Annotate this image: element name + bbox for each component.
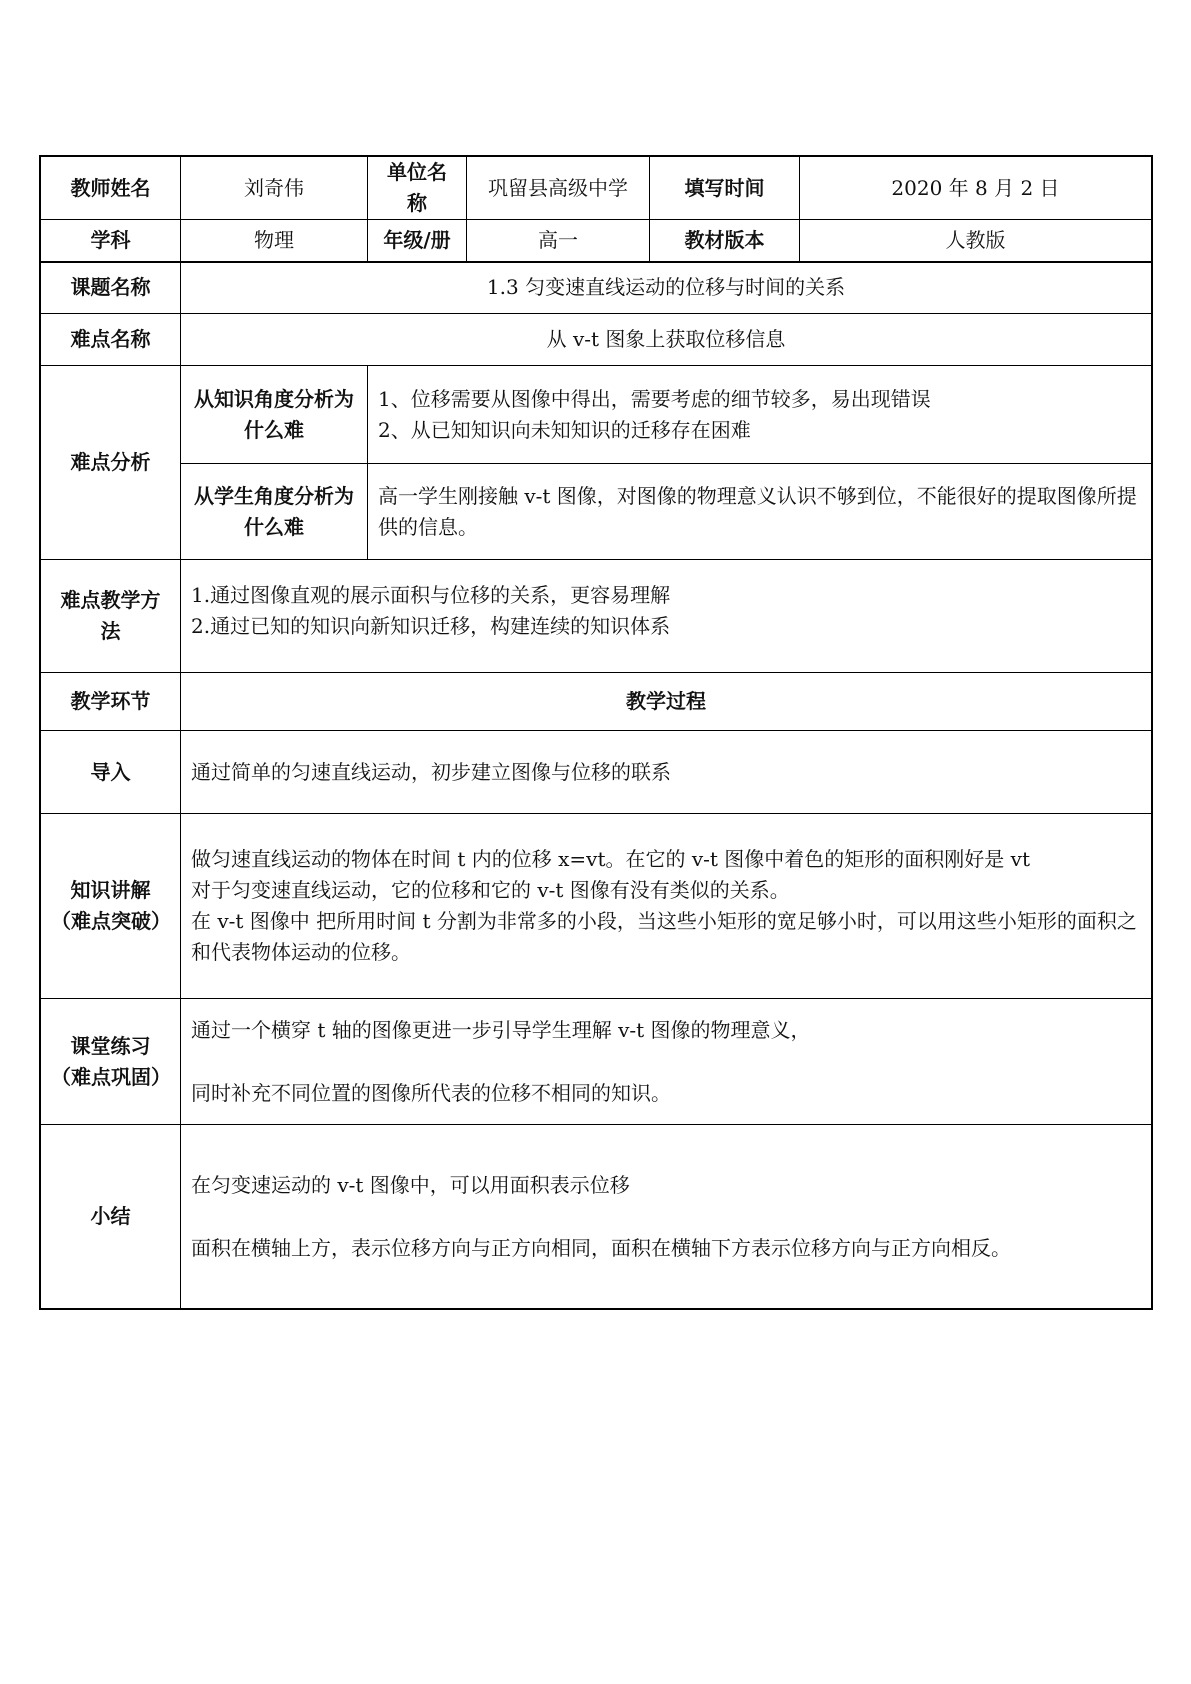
knowledge-angle-label-line-2: 什么难: [244, 417, 304, 442]
intro-row: [41, 731, 1152, 814]
summary-text: [181, 1125, 1152, 1309]
analysis-label: 难点分析: [41, 366, 181, 560]
method-text: [181, 560, 1152, 673]
method-label: 难点教学方法: [41, 560, 181, 673]
edition-label: 教材版本: [650, 220, 800, 262]
grade-value: 高一: [467, 220, 650, 262]
explain-label-line-2: （难点突破）: [51, 909, 171, 933]
practice-label-line-2: （难点巩固）: [51, 1064, 171, 1089]
difficulty-value: 从 v-t 图象上获取位移信息: [181, 314, 1152, 366]
method-row: [41, 560, 1152, 673]
practice-line-2: 同时补充不同位置的图像所代表的位移不相同的知识。: [191, 1081, 671, 1105]
lesson-design-form: [40, 156, 1152, 1309]
explain-line-2: 对于匀变速直线运动，它的位移和它的 v-t 图像有没有类似的关系。: [191, 878, 790, 902]
student-angle-label-line-1: 从学生角度分析为: [194, 483, 354, 508]
header-row-2: [41, 220, 1152, 262]
difficulty-row: [41, 314, 1152, 366]
knowledge-angle-text: [368, 366, 1152, 464]
student-angle-label-line-2: 什么难: [244, 514, 304, 539]
knowledge-angle-label-line-1: 从知识角度分析为: [194, 386, 354, 411]
subject-value: 物理: [181, 220, 368, 262]
teacher-name-value: 刘奇伟: [181, 157, 368, 220]
fill-date-value: 2020 年 8 月 2 日: [800, 157, 1152, 220]
unit-name-label: 单位名称: [368, 157, 467, 220]
fill-date-label: 填写时间: [650, 157, 800, 220]
teacher-name-label: 教师姓名: [41, 157, 181, 220]
difficulty-label: 难点名称: [41, 314, 181, 366]
process-content-label: 教学过程: [181, 673, 1152, 731]
explain-line-1: 做匀速直线运动的物体在时间 t 内的位移 x=vt。在它的 v-t 图像中着色的矩形的面积刚好是 vt: [191, 847, 1030, 871]
edition-value: 人教版: [800, 220, 1152, 262]
explain-row: [41, 814, 1152, 999]
analysis-knowledge-row: [41, 366, 1152, 464]
practice-label: [41, 999, 181, 1125]
knowledge-angle-line-1: 1、位移需要从图像中得出，需要考虑的细节较多，易出现错误: [378, 386, 931, 411]
process-stage-label: 教学环节: [41, 673, 181, 731]
grade-label: 年级/册: [368, 220, 467, 262]
student-angle-text: 高一学生刚接触 v-t 图像，对图像的物理意义认识不够到位，不能很好的提取图像所提供的信息。: [368, 464, 1152, 560]
method-line-2: 2.通过已知的知识向新知识迁移，构建连续的知识体系: [191, 614, 671, 638]
unit-name-value: 巩留县高级中学: [467, 157, 650, 220]
process-header-row: [41, 673, 1152, 731]
knowledge-angle-line-2: 2、从已知知识向未知知识的迁移存在困难: [378, 417, 751, 442]
practice-line-1: 通过一个横穿 t 轴的图像更进一步引导学生理解 v-t 图像的物理意义，: [191, 1018, 811, 1042]
subject-label: 学科: [41, 220, 181, 262]
topic-value: 1.3 匀变速直线运动的位移与时间的关系: [181, 262, 1152, 314]
knowledge-angle-label: [181, 366, 368, 464]
analysis-student-row: [41, 464, 1152, 560]
student-angle-label: [181, 464, 368, 560]
intro-label: 导入: [41, 731, 181, 814]
practice-row: [41, 999, 1152, 1125]
summary-label: 小结: [41, 1125, 181, 1309]
summary-line-1: 在匀变速运动的 v-t 图像中，可以用面积表示位移: [191, 1172, 630, 1197]
summary-line-2: 面积在横轴上方，表示位移方向与正方向相同，面积在横轴下方表示位移方向与正方向相反。: [191, 1235, 1011, 1260]
topic-label: 课题名称: [41, 262, 181, 314]
explain-label-line-1: 知识讲解: [70, 878, 151, 902]
explain-label: [41, 814, 181, 999]
topic-row: [41, 262, 1152, 314]
practice-text: [181, 999, 1152, 1125]
explain-text: [181, 814, 1152, 999]
summary-row: [41, 1125, 1152, 1309]
practice-label-line-1: 课堂练习: [70, 1033, 151, 1058]
method-line-1: 1.通过图像直观的展示面积与位移的关系，更容易理解: [191, 583, 671, 607]
explain-line-3: 在 v-t 图像中 把所用时间 t 分割为非常多的小段，当这些小矩形的宽足够小时，可以用这些小矩形的面积之和代表物体运动的位移。: [191, 909, 1137, 964]
intro-text: 通过简单的匀速直线运动，初步建立图像与位移的联系: [181, 731, 1152, 814]
header-row-1: [41, 157, 1152, 220]
